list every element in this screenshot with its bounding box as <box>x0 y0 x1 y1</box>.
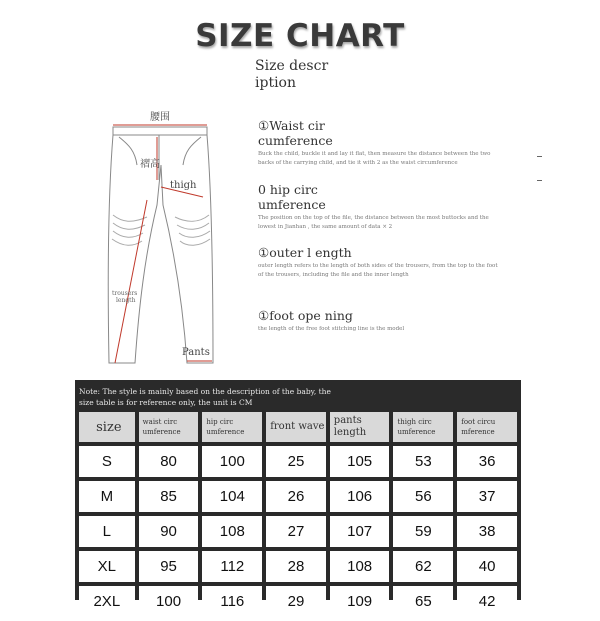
measurement-cell: 27 <box>266 516 326 547</box>
measurement-cell: 36 <box>457 446 517 477</box>
measurement-cell: 95 <box>139 551 199 582</box>
measurement-cell: 42 <box>457 586 517 617</box>
measurement-cell: 37 <box>457 481 517 512</box>
size-cell: L <box>79 516 135 547</box>
measurement-cell: 25 <box>266 446 326 477</box>
measurement-cell: 80 <box>139 446 199 477</box>
table-row <box>79 446 517 477</box>
right-pocket <box>183 137 201 165</box>
description-foot-opening <box>258 308 498 334</box>
length-label-b: length <box>116 297 136 304</box>
measurement-cell: 29 <box>266 586 326 617</box>
left-pocket <box>119 137 137 165</box>
size-cell: 2XL <box>79 586 135 617</box>
table-row <box>79 586 517 617</box>
thigh-label: thigh <box>170 180 197 191</box>
measurement-cell: 107 <box>330 516 390 547</box>
header-waist <box>139 412 199 442</box>
divider-dash <box>537 180 542 181</box>
description-head: 0 hip circ umference <box>258 182 326 212</box>
length-label-a: trousers <box>112 290 138 297</box>
header-size <box>79 412 135 442</box>
description-body: The position on the top of the file, the distance between the most buttocks and the lowest in Jianhan , the same amount of data × 2 <box>258 215 489 230</box>
header-label: thigh circ umference <box>397 418 436 436</box>
page-title: SIZE CHART <box>195 18 405 54</box>
waist-label: 腰围 <box>150 112 170 123</box>
pants-diagram <box>95 105 225 370</box>
divider-dash <box>537 156 542 157</box>
size-table <box>75 408 521 621</box>
header-label: waist circ umference <box>142 418 181 436</box>
measurement-cell: 116 <box>202 586 262 617</box>
measurement-cell: 40 <box>457 551 517 582</box>
table-row <box>79 516 517 547</box>
description-body: Buck the child, buckle it and lay it flat, then measure the distance between the two backs of the carrying child, and tie it with 2 as the waist circumference <box>258 151 491 166</box>
table-row <box>79 551 517 582</box>
description-body: outer length refers to the length of both sides of the trousers, from the top to the foot of the trousers, including the file and the inner length <box>258 263 498 278</box>
measurement-cell: 90 <box>139 516 199 547</box>
header-hip <box>202 412 262 442</box>
table-note: Note: The style is mainly based on the description of the baby, the size table is for reference only, the unit is CM <box>79 387 331 407</box>
measurement-cell: 85 <box>139 481 199 512</box>
description-body: the length of the free foot stitching line is the model <box>258 326 405 332</box>
measurement-cell: 62 <box>393 551 453 582</box>
table-row <box>79 481 517 512</box>
waistband-outline <box>113 127 207 135</box>
header-label: foot circu mference <box>461 418 496 436</box>
length-measure-line <box>115 200 147 363</box>
size-cell: XL <box>79 551 135 582</box>
header-foot <box>457 412 517 442</box>
hip-label: 褶高 <box>140 159 160 170</box>
measurement-cell: 112 <box>202 551 262 582</box>
header-label: pants length <box>333 415 367 438</box>
table-header-row <box>79 412 517 442</box>
measurement-cell: 100 <box>202 446 262 477</box>
description-outer-length <box>258 245 498 280</box>
pants-label: Pants <box>182 347 210 358</box>
subtitle: Size descr iption <box>255 58 329 91</box>
description-waist <box>258 118 498 168</box>
measurement-cell: 28 <box>266 551 326 582</box>
description-head: ①outer l ength <box>258 245 352 260</box>
header-label: front wave <box>270 421 325 432</box>
measurement-cell: 105 <box>330 446 390 477</box>
description-head: ①Waist cir cumference <box>258 118 333 148</box>
measurement-cell: 26 <box>266 481 326 512</box>
size-table-panel <box>75 380 521 610</box>
measurement-cell: 38 <box>457 516 517 547</box>
left-knee-stitching <box>112 215 147 245</box>
measurement-cell: 104 <box>202 481 262 512</box>
measurement-cell: 100 <box>139 586 199 617</box>
right-knee-stitching <box>175 215 210 245</box>
header-label: hip circ umference <box>206 418 245 436</box>
measurement-cell: 59 <box>393 516 453 547</box>
size-cell: S <box>79 446 135 477</box>
measurement-cell: 108 <box>330 551 390 582</box>
size-cell: M <box>79 481 135 512</box>
measurement-cell: 56 <box>393 481 453 512</box>
header-pants-length <box>330 412 390 442</box>
right-leg-outline <box>161 135 213 363</box>
measurement-cell: 109 <box>330 586 390 617</box>
measurement-cell: 53 <box>393 446 453 477</box>
measurement-cell: 108 <box>202 516 262 547</box>
header-label: size <box>96 419 122 435</box>
header-front-wave <box>266 412 326 442</box>
header-thigh <box>393 412 453 442</box>
measurement-cell: 106 <box>330 481 390 512</box>
measurement-cell: 65 <box>393 586 453 617</box>
description-head: ①foot ope ning <box>258 308 353 323</box>
description-hip <box>258 182 498 232</box>
